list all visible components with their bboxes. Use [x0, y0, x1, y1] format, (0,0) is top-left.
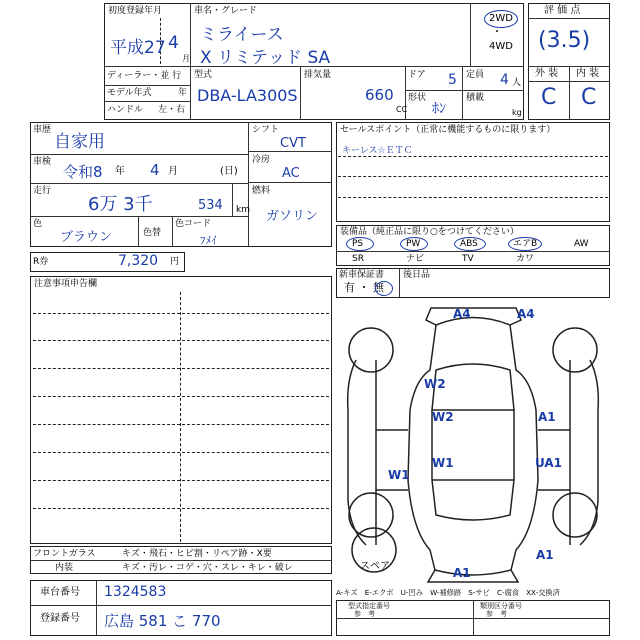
model-year-label: モデル年式 [107, 88, 152, 98]
damage-mark: A4 [517, 307, 535, 321]
ac-value: AC [282, 166, 300, 181]
mileage-sub: 534 [198, 198, 223, 213]
equip-pw: PW [406, 239, 421, 249]
inspection-month: 4 [150, 161, 160, 179]
inspection-year-unit: 年 [115, 166, 125, 177]
capacity-value: 4 [500, 72, 509, 88]
equipment-title: 装備品（純正品に限り○をつけてください） [340, 227, 519, 237]
windshield-value: キズ・飛石・ヒビ割・リペア跡・X要 [122, 549, 272, 559]
door-label: ドア [408, 70, 426, 80]
damage-mark: A4 [453, 307, 471, 321]
car-diagram [336, 300, 610, 590]
load-unit: kg [512, 108, 522, 117]
damage-mark: UA1 [535, 456, 563, 470]
damage-mark: A1 [536, 548, 554, 562]
handle-label: ハンドル [107, 105, 144, 115]
score-label: 評 価 点 [544, 5, 581, 16]
equip-ps: PS [352, 239, 364, 249]
name-grade-label: 車名・グレード [194, 6, 258, 16]
exterior-grade: C [541, 85, 557, 110]
door-value: 5 [448, 72, 457, 88]
capacity-label: 定員 [466, 70, 485, 80]
equip-abs: ABS [460, 239, 478, 249]
damage-legend: A-キズ E-エクボ U-凹み W-補修跡 S-サビ C-腐食 XX-交換済 [336, 588, 560, 597]
model-year-unit: 年 [178, 88, 188, 98]
score-value: (3.5) [538, 28, 591, 53]
registration-value: 広島 581 こ 770 [104, 612, 221, 630]
displacement-unit: CC [396, 105, 408, 114]
notes-title: 注意事項申告欄 [34, 279, 98, 289]
usage-label: 車歴 [33, 125, 52, 135]
equip-airbag: エアB [513, 239, 538, 249]
fuel-label: 燃料 [252, 186, 271, 196]
recycle-frame [30, 252, 185, 272]
class-label: 類別区分番号 [480, 602, 522, 610]
ac-label: 冷房 [252, 155, 271, 165]
registration-label: 登録番号 [40, 613, 80, 624]
mileage-unit: km [236, 205, 250, 215]
mileage-value: 6万 3千 [88, 194, 153, 215]
recycle-label: R券 [33, 257, 49, 267]
interior-damage-label: 内装 [55, 563, 74, 573]
windshield-label: フロントガラス [33, 549, 96, 559]
damage-mark: A1 [538, 410, 556, 424]
handle-value: 左・右 [158, 105, 186, 115]
inspection-day-unit: (日) [220, 166, 238, 177]
warranty-none-circle [375, 281, 393, 296]
damage-mark: W1 [388, 468, 410, 482]
drive-2wd: 2WD [489, 13, 513, 24]
sales-line-1: キーレス☆ＥＴＣ [342, 146, 413, 156]
damage-mark: W1 [432, 456, 454, 470]
damage-mark: W2 [424, 377, 446, 391]
color-change-label: 色替 [143, 228, 162, 238]
exterior-label: 外 装 [535, 68, 559, 79]
reference-label-2: 参 考 [486, 610, 507, 618]
dealer-label: ディーラー・並 行 [107, 71, 182, 81]
color-value: ブラウン [60, 230, 113, 245]
drive-4wd: 4WD [489, 41, 513, 52]
equip-sr: SR [352, 254, 364, 264]
sales-frame [336, 122, 610, 222]
recycle-value: 7,320 [118, 253, 159, 269]
notes-frame [30, 276, 332, 544]
shift-value: CVT [280, 136, 306, 151]
interior-label: 内 装 [576, 68, 600, 79]
inspection-label: 車検 [33, 157, 52, 167]
usage-value: 自家用 [54, 132, 105, 152]
color-label: 色 [33, 219, 43, 229]
first-reg-month: 4 [168, 33, 179, 53]
displacement-value: 660 [365, 86, 394, 104]
interior-grade: C [581, 85, 597, 110]
shape-value: ﾎﾝ [432, 101, 446, 117]
type-spec-label: 型式指定番号 [348, 602, 390, 610]
damage-mark: A1 [453, 566, 471, 580]
new-car-warranty-value: 有 ・ 無 [344, 281, 384, 294]
recycle-unit: 円 [170, 257, 180, 267]
color-code-value: ﾌﾒｲ [200, 234, 217, 247]
reference-label-1: 参 考 [354, 610, 375, 618]
mileage-label: 走行 [33, 186, 52, 196]
spare-label: スペア [360, 561, 390, 572]
interior-damage-value: キズ・汚レ・コゲ・穴・スレ・キレ・破レ [122, 563, 293, 573]
type-label: 型式 [194, 70, 213, 80]
shape-label: 形状 [408, 93, 427, 103]
equip-navi: ナビ [406, 254, 425, 264]
displacement-label: 排気量 [304, 70, 332, 80]
type-value: DBA-LA300S [197, 86, 298, 105]
chassis-label: 車台番号 [40, 587, 80, 598]
first-reg-era: 平成27 [110, 38, 166, 58]
fuel-value: ガソリン [266, 209, 319, 224]
first-reg-label: 初度登録年月 [108, 6, 163, 16]
after-item-label: 後日品 [403, 270, 431, 280]
chassis-value: 1324583 [104, 584, 167, 600]
new-car-warranty-label: 新車保証書 [339, 270, 385, 280]
drive-dot: ・ [492, 27, 502, 38]
month-unit: 月 [182, 54, 190, 63]
load-label: 積載 [466, 93, 485, 103]
equip-tv: TV [462, 254, 474, 264]
car-grade: X リミテッド SA [200, 48, 331, 68]
inspection-month-unit: 月 [168, 166, 178, 177]
equip-leather: カワ [516, 254, 535, 264]
shift-label: シフト [252, 125, 280, 135]
color-code-label: 色コード [175, 219, 212, 229]
damage-mark: W2 [432, 410, 454, 424]
sales-title: セールスポイント（正常に機能するものに限ります） [340, 125, 556, 135]
inspection-era: 令和8 [63, 163, 103, 181]
equip-aw: AW [574, 239, 589, 249]
car-name: ミライース [200, 25, 284, 45]
capacity-unit: 人 [512, 78, 522, 88]
